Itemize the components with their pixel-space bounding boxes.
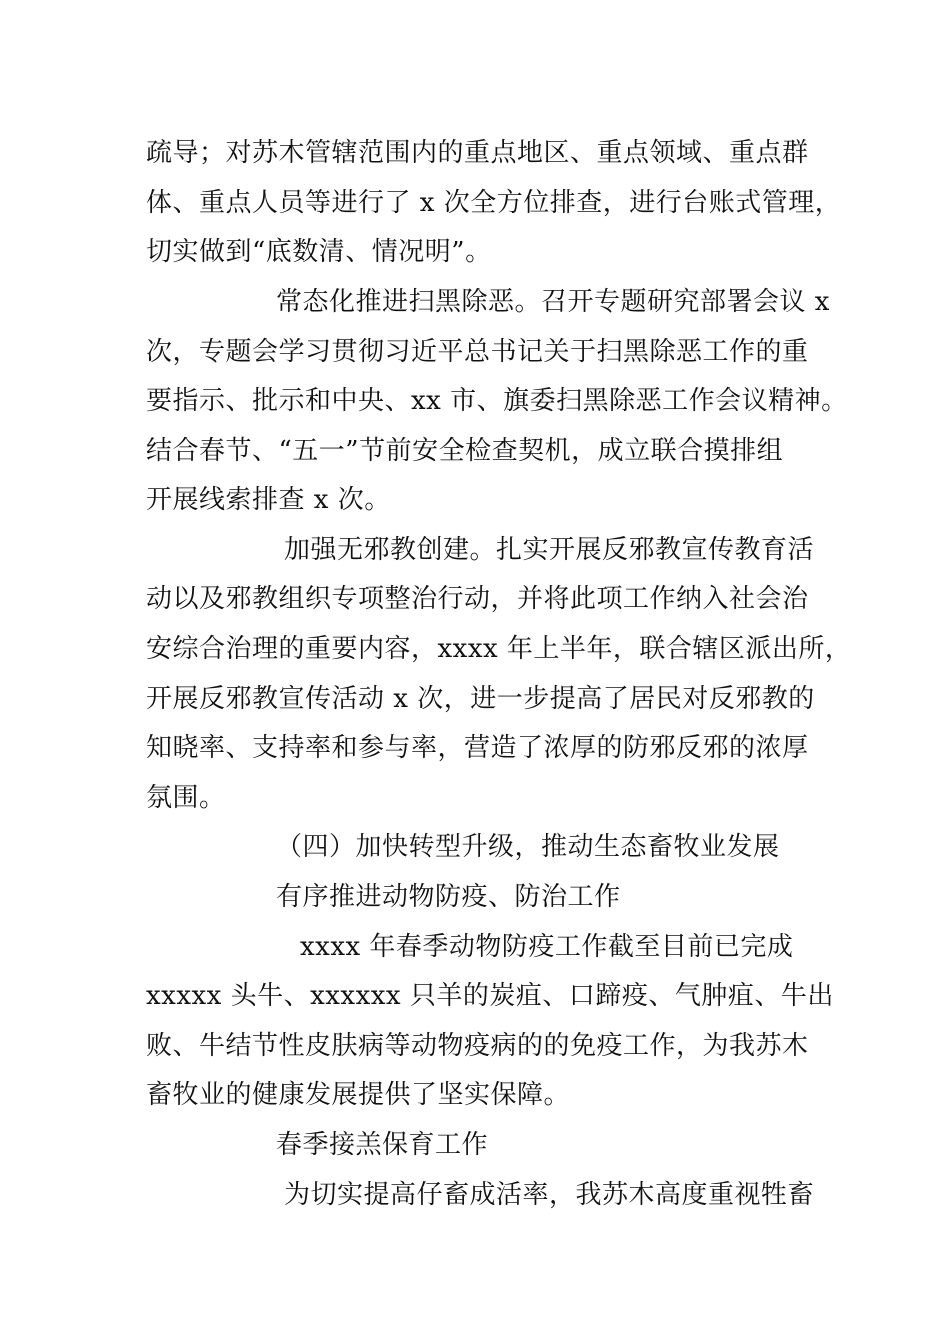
text-line-2: 体、重点人员等进行了 x 次全方位排查，进行台账式管理， [146,188,842,218]
text-line-17: xxxx 年春季动物防疫工作截至目前已完成 [300,932,794,962]
text-line-10: 动以及邪教组织专项整治行动，并将此项工作纳入社会治 [146,584,809,614]
section-heading-4: （四）加快转型升级，推动生态畜牧业发展 [276,832,780,862]
text-line-5: 次，专题会学习贯彻习近平总书记关于扫黑除恶工作的重 [146,337,809,367]
text-line-7: 结合春节、“五一”节前安全检查契机，成立联合摸排组 [146,436,784,466]
text-line-11: 安综合治理的重要内容，xxxx 年上半年，联合辖区派出所， [146,634,852,664]
text-line-12: 开展反邪教宣传活动 x 次，进一步提高了居民对反邪教的 [146,684,815,714]
subheading-animal-epidemic: 有序推进动物防疫、防治工作 [276,882,621,912]
text-line-14: 氛围。 [146,783,226,813]
text-line-4: 常态化推进扫黑除恶。召开专题研究部署会议 x [276,287,830,317]
text-line-8: 开展线索排查 x 次。 [146,485,391,515]
text-line-3: 切实做到“底数清、情况明”。 [146,237,492,267]
text-line-20: 畜牧业的健康发展提供了坚实保障。 [146,1080,571,1110]
text-line-1: 疏导；对苏木管辖范围内的重点地区、重点领域、重点群 [146,138,809,168]
text-line-9: 加强无邪教创建。扎实开展反邪教宣传教育活 [284,535,815,565]
text-line-19: 败、牛结节性皮肤病等动物疫病的的免疫工作，为我苏木 [146,1031,809,1061]
text-line-18: xxxxx 头牛、xxxxxx 只羊的炭疽、口蹄疫、气肿疽、牛出 [146,981,834,1011]
text-line-6: 要指示、批示和中央、xx 市、旗委扫黑除恶工作会议精神。 [146,386,848,416]
text-line-13: 知晓率、支持率和参与率，营造了浓厚的防邪反邪的浓厚 [146,733,809,763]
subheading-spring-lambing: 春季接羔保育工作 [276,1130,489,1160]
text-line-22: 为切实提高仔畜成活率，我苏木高度重视牲畜 [284,1180,815,1210]
